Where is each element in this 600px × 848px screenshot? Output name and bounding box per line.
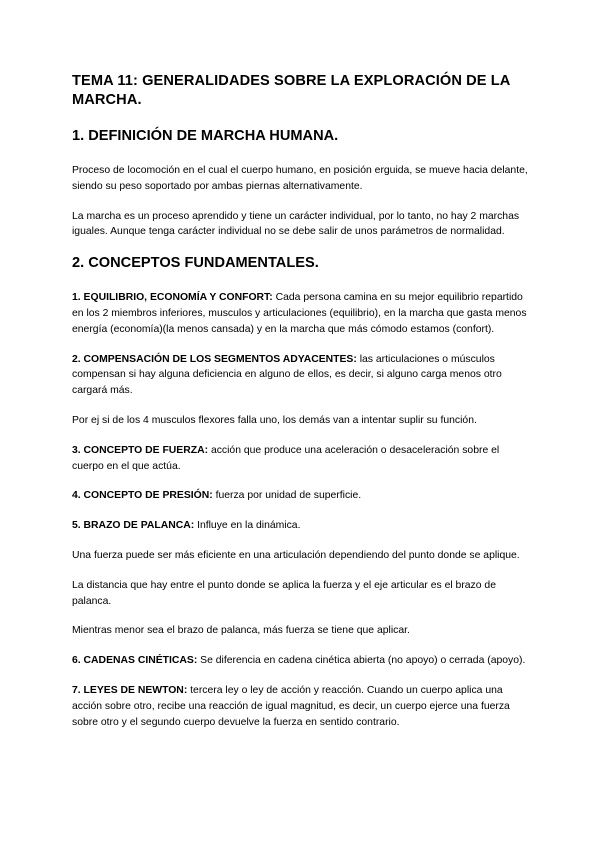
concept-lead: 2. COMPENSACIÓN DE LOS SEGMENTOS ADYACENTES:	[72, 353, 357, 365]
concept-item	[72, 683, 528, 730]
concept-lead: 3. CONCEPTO DE FUERZA:	[72, 444, 209, 456]
document-title: TEMA 11: GENERALIDADES SOBRE LA EXPLORACIÓN DE LA MARCHA.	[72, 73, 510, 108]
concept-text: Cada persona camina en su mejor equilibrio repartido en los 2 miembros inferiores, musculos y articulaciones (equilibrio), en la marcha que gasta menos energía (economía)(la menos cansada) y en la marcha que más cómodo estamos (confort).	[72, 292, 527, 335]
concept-item	[72, 290, 528, 337]
concept-text: Influye en la dinámica.	[194, 520, 301, 532]
concept-note	[72, 623, 528, 639]
concept-text: tercera ley o ley de acción y reacción. Cuando un cuerpo aplica una acción sobre otro, recibe una reacción de igual magnitud, es decir, un cuerpo ejerce una fuerza sobre otro y el segundo cuerpo devuelve la fuerza en sentido contrario.	[72, 684, 510, 728]
concept-note	[72, 413, 528, 429]
concept-text: La distancia que hay entre el punto donde se aplica la fuerza y el eje articular es el brazo de palanca.	[72, 579, 496, 607]
concept-lead: 5. BRAZO DE PALANCA:	[72, 520, 195, 532]
concept-lead: 6. CADENAS CINÉTICAS:	[72, 655, 198, 667]
concept-text: Mientras menor sea el brazo de palanca, más fuerza se tiene que aplicar.	[72, 625, 410, 637]
concept-lead: 1. EQUILIBRIO, ECONOMÍA Y CONFORT:	[72, 292, 273, 304]
concept-text: las articulaciones o músculos compensan si hay alguna deficiencia en alguno de ellos, es decir, si alguno carga menos otro cargará más.	[72, 353, 502, 397]
section-1-paragraph: La marcha es un proceso aprendido y tiene un carácter individual, por lo tanto, no hay 2 marchas iguales. Aunque tenga carácter individual no se debe salir de unos parámetros de normalidad.	[72, 210, 520, 238]
concept-text: Por ej si de los 4 musculos flexores falla uno, los demás van a intentar suplir su función.	[72, 414, 477, 426]
concept-note	[72, 548, 528, 564]
concept-text: acción que produce una aceleración o desaceleración sobre el cuerpo en el que actúa.	[72, 444, 500, 472]
concept-text: Se diferencia en cadena cinética abierta (no apoyo) o cerrada (apoyo).	[197, 655, 526, 667]
concept-lead: 4. CONCEPTO DE PRESIÓN:	[72, 490, 213, 502]
concept-item	[72, 443, 528, 475]
section-1-paragraph: Proceso de locomoción en el cual el cuerpo humano, en posición erguida, se mueve hacia delante, siendo su peso soportado por ambas piernas alternativamente.	[72, 165, 528, 192]
section-2-heading: 2. CONCEPTOS FUNDAMENTALES.	[72, 255, 319, 272]
concept-item	[72, 352, 528, 399]
section-1-heading: 1. DEFINICIÓN DE MARCHA HUMANA.	[72, 128, 339, 144]
concept-lead: 7. LEYES DE NEWTON:	[72, 684, 188, 696]
concept-item	[72, 653, 528, 669]
concept-note	[72, 578, 528, 610]
concept-item	[72, 488, 528, 504]
concept-text: Una fuerza puede ser más eficiente en una articulación dependiendo del punto donde se aplique.	[72, 549, 520, 561]
concept-item	[72, 518, 528, 534]
concept-text: fuerza por unidad de superficie.	[212, 490, 362, 502]
